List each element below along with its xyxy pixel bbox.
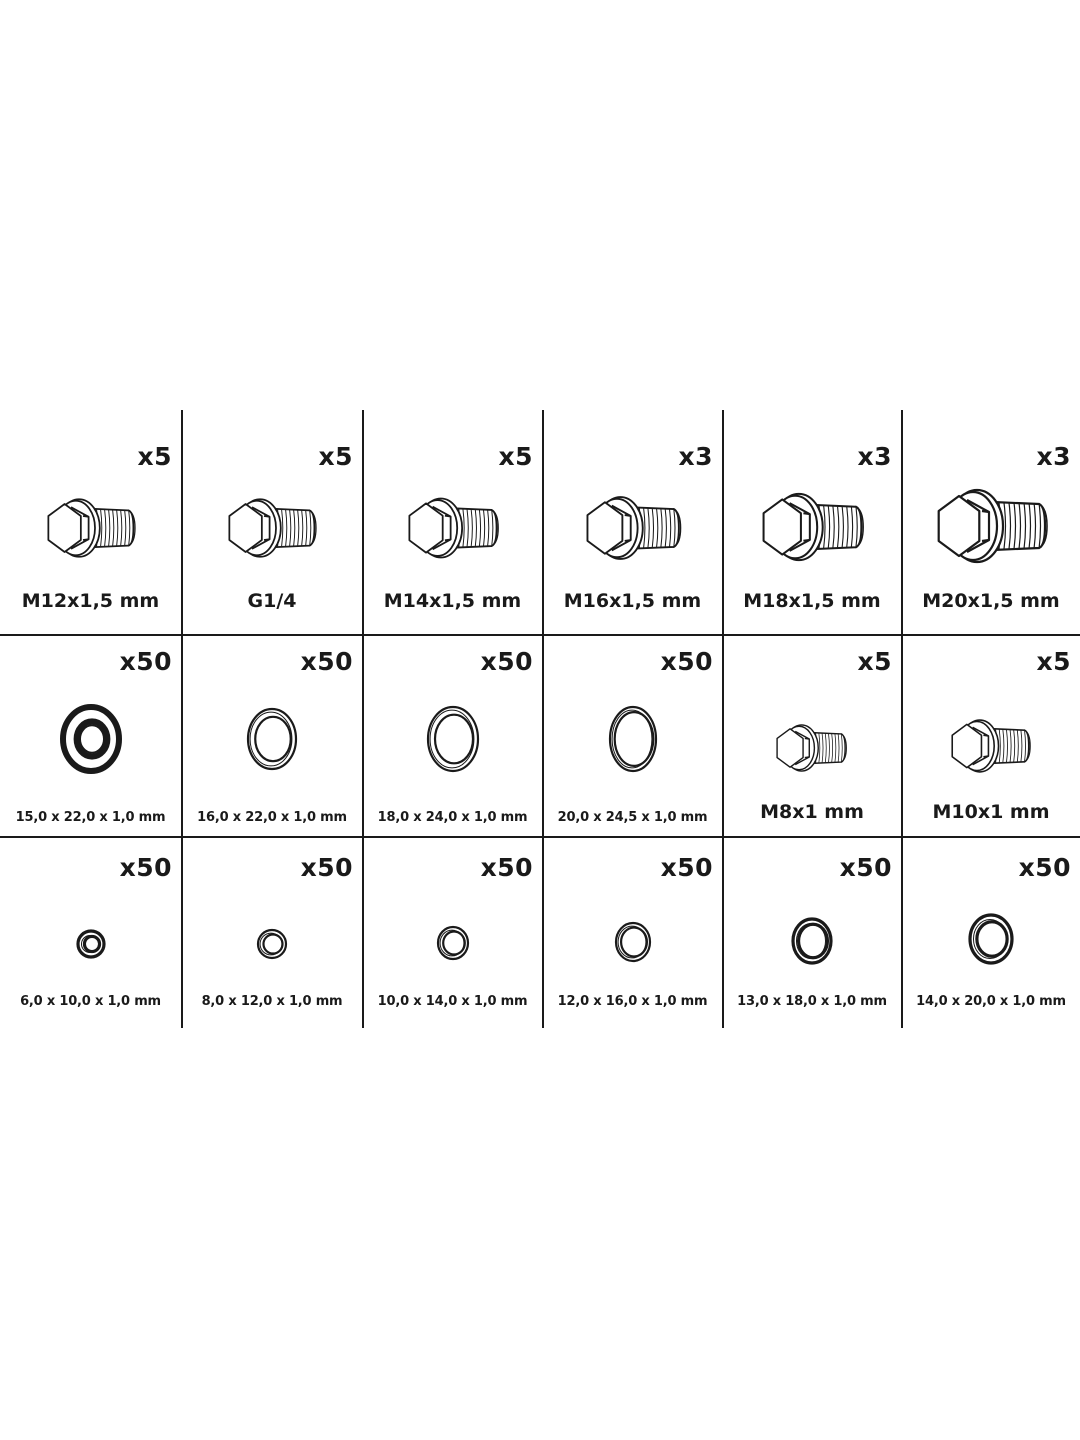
part-cell bbox=[723, 635, 901, 836]
size-label: M12x1,5 mm bbox=[21, 590, 160, 612]
size-label: 15,0 x 22,0 x 1,0 mm bbox=[15, 810, 166, 825]
part-cell bbox=[0, 837, 181, 1028]
row-divider bbox=[0, 836, 1080, 838]
part-cell bbox=[0, 410, 181, 634]
quantity-label: x50 bbox=[300, 647, 353, 676]
part-cell bbox=[182, 410, 362, 634]
sealing-washer-icon bbox=[604, 701, 662, 777]
size-label: 18,0 x 24,0 x 1,0 mm bbox=[377, 810, 528, 825]
drain-plug-icon bbox=[918, 478, 1064, 574]
size-label: 10,0 x 14,0 x 1,0 mm bbox=[377, 994, 528, 1009]
row-divider bbox=[0, 634, 1080, 636]
size-label: 12,0 x 16,0 x 1,0 mm bbox=[557, 994, 708, 1009]
quantity-label: x5 bbox=[318, 442, 353, 471]
size-label: 8,0 x 12,0 x 1,0 mm bbox=[201, 994, 343, 1009]
sealing-washer-icon bbox=[966, 911, 1016, 967]
part-cell bbox=[363, 635, 542, 836]
size-label: M10x1 mm bbox=[932, 801, 1050, 823]
quantity-label: x3 bbox=[1036, 442, 1071, 471]
part-cell bbox=[723, 410, 901, 634]
quantity-label: x5 bbox=[137, 442, 172, 471]
part-cell bbox=[543, 635, 722, 836]
column-divider bbox=[181, 410, 183, 1028]
quantity-label: x3 bbox=[857, 442, 892, 471]
size-label: M16x1,5 mm bbox=[563, 590, 702, 612]
sealing-washer-icon bbox=[254, 926, 290, 962]
drain-plug-icon bbox=[393, 488, 513, 568]
sealing-washer-icon bbox=[789, 915, 835, 967]
part-cell bbox=[543, 837, 722, 1028]
quantity-label: x50 bbox=[660, 647, 713, 676]
size-label: M20x1,5 mm bbox=[922, 590, 1060, 612]
sealing-washer-icon bbox=[74, 927, 108, 961]
column-divider bbox=[362, 410, 364, 1028]
drain-plug-icon bbox=[31, 488, 151, 568]
size-label: M18x1,5 mm bbox=[743, 590, 881, 612]
quantity-label: x50 bbox=[1018, 853, 1071, 882]
size-label: 6,0 x 10,0 x 1,0 mm bbox=[20, 994, 161, 1009]
quantity-label: x50 bbox=[480, 853, 533, 882]
part-cell bbox=[363, 410, 542, 634]
column-divider bbox=[722, 410, 724, 1028]
quantity-label: x50 bbox=[480, 647, 533, 676]
sealing-washer-icon bbox=[434, 923, 472, 963]
part-cell bbox=[902, 410, 1080, 634]
size-label: 14,0 x 20,0 x 1,0 mm bbox=[916, 994, 1066, 1009]
quantity-label: x50 bbox=[119, 853, 172, 882]
drain-plug-icon bbox=[744, 482, 880, 572]
quantity-label: x3 bbox=[678, 442, 713, 471]
size-label: G1/4 bbox=[247, 590, 297, 612]
part-cell bbox=[182, 837, 362, 1028]
sealing-washer-icon bbox=[422, 701, 484, 777]
sealing-washer-icon bbox=[612, 919, 654, 965]
part-cell bbox=[543, 410, 722, 634]
quantity-label: x50 bbox=[660, 853, 713, 882]
parts-grid bbox=[0, 410, 1080, 1028]
drain-plug-icon bbox=[936, 711, 1046, 781]
quantity-label: x50 bbox=[839, 853, 892, 882]
drain-plug-icon bbox=[568, 486, 698, 570]
size-label: 13,0 x 18,0 x 1,0 mm bbox=[737, 994, 887, 1009]
quantity-label: x5 bbox=[857, 647, 892, 676]
sealing-washer-icon bbox=[56, 701, 126, 777]
drain-plug-icon bbox=[762, 715, 862, 781]
part-cell bbox=[902, 635, 1080, 836]
size-label: M8x1 mm bbox=[760, 801, 864, 823]
sealing-washer-icon bbox=[242, 703, 302, 775]
part-cell bbox=[363, 837, 542, 1028]
quantity-label: x5 bbox=[1036, 647, 1071, 676]
part-cell bbox=[902, 837, 1080, 1028]
size-label: 16,0 x 22,0 x 1,0 mm bbox=[197, 810, 347, 825]
part-cell bbox=[723, 837, 901, 1028]
part-cell bbox=[182, 635, 362, 836]
column-divider bbox=[542, 410, 544, 1028]
part-cell bbox=[0, 635, 181, 836]
drain-plug-icon bbox=[212, 488, 332, 568]
size-label: M14x1,5 mm bbox=[383, 590, 522, 612]
size-label: 20,0 x 24,5 x 1,0 mm bbox=[557, 810, 708, 825]
column-divider bbox=[901, 410, 903, 1028]
quantity-label: x50 bbox=[119, 647, 172, 676]
quantity-label: x50 bbox=[300, 853, 353, 882]
quantity-label: x5 bbox=[498, 442, 533, 471]
